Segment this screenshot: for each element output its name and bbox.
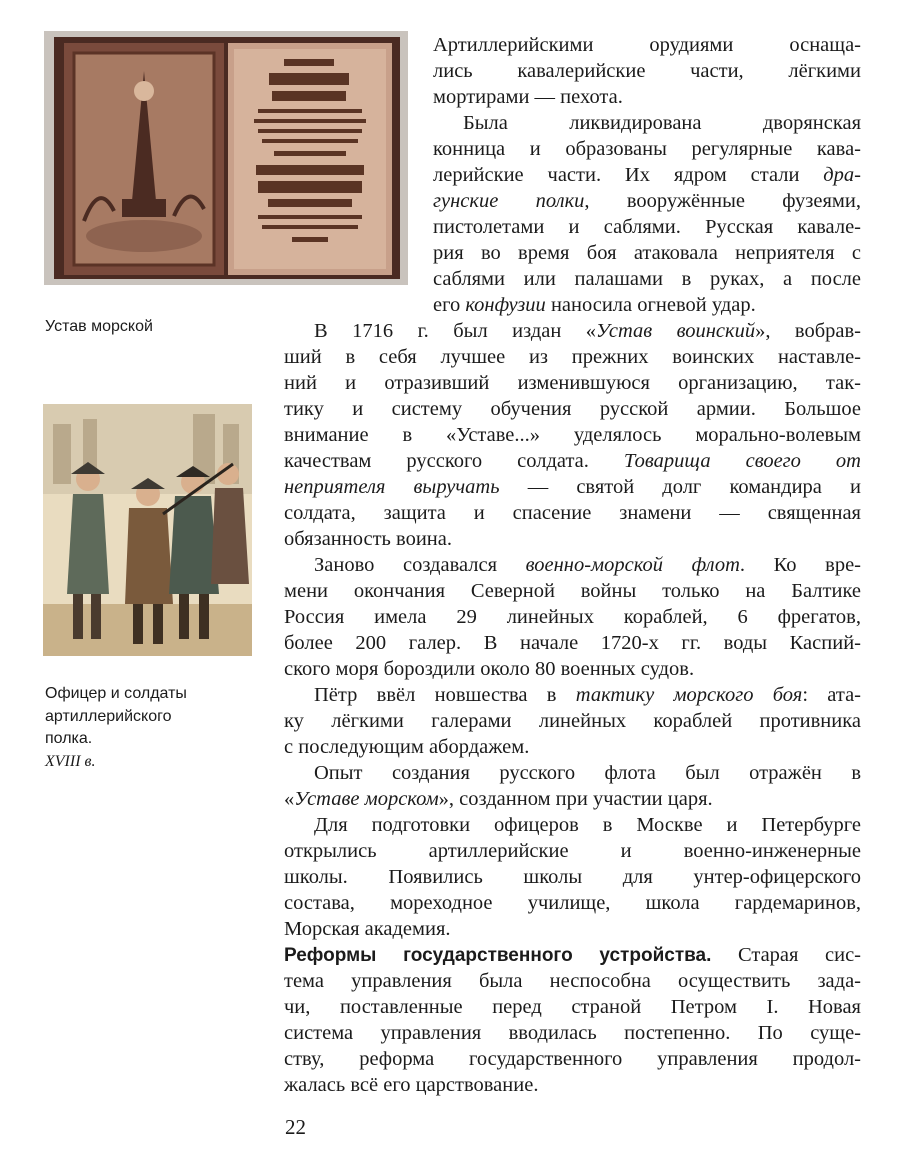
officer-caption-line: артиллерийского	[45, 707, 172, 725]
term-dragoon: дра-	[823, 164, 861, 186]
text-line: пистолетами и саблями. Русская кавале-	[433, 216, 861, 238]
officer-soldiers-image	[43, 404, 252, 656]
text-line: лись кавалерийские части, лёгкими	[433, 60, 861, 82]
text-line: открылись артиллерийские и военно-инженерные	[284, 840, 861, 862]
text-line: ний и отразивший изменившуюся организацию, так-	[284, 372, 861, 394]
text-line: состава, мореходное училище, школа гардемаринов,	[284, 892, 861, 914]
term-dragoon: гунские полки	[433, 190, 585, 212]
text-line: Опыт создания русского флота был отражён в	[314, 762, 861, 784]
text-line: Россия имела 29 линейных кораблей, 6 фрегатов,	[284, 606, 861, 628]
text-line: рия во время боя атаковала неприятеля с	[433, 242, 861, 264]
officer-illustration	[43, 404, 252, 656]
section-heading: Реформы государственного устройства.	[284, 945, 712, 966]
officer-caption-century: XVIII в.	[45, 752, 96, 770]
text-line: его конфузии наносила огневой удар.	[433, 294, 756, 316]
text-line: тику и систему обучения русской армии. Большое	[284, 398, 861, 420]
page-number: 22	[285, 1115, 306, 1139]
officer-caption	[45, 683, 187, 773]
text-line: неприятеля выручать — святой долг командира и	[284, 476, 861, 498]
text-line: жалась всё его царствование.	[284, 1074, 539, 1096]
text-line: более 200 галер. В начале 1720-х гг. воды Каспий-	[284, 632, 861, 654]
text-line: Артиллерийскими орудиями оснаща-	[433, 34, 861, 56]
text-line: гунские полки, вооружённые фузеями,	[433, 190, 861, 212]
text-line: чи, поставленные перед страной Петром I. Новая	[284, 996, 861, 1018]
quote-comrade: неприятеля выручать	[284, 476, 500, 498]
text-line: солдата, защита и спасение знамени — священная	[284, 502, 861, 524]
term-military-charter: Устав воинский	[596, 320, 756, 342]
text-line: Пётр ввёл новшества в тактику морского боя: ата-	[314, 684, 862, 706]
text-line: конница и образованы регулярные кава-	[433, 138, 861, 160]
text-line: ству, реформа государственного управления продол-	[284, 1048, 861, 1070]
text-line: Заново создавался военно-морской флот. Ко вре-	[314, 554, 862, 576]
text-line: Для подготовки офицеров в Москве и Петербурге	[314, 814, 861, 836]
text-line: Была ликвидирована дворянская	[463, 112, 861, 134]
text-line: Реформы государственного устройства. Старая сис-	[284, 944, 862, 966]
term-naval-tactics: тактику морского боя	[575, 684, 803, 706]
text-line: ского моря бороздили около 80 военных судов.	[284, 658, 695, 680]
text-line: саблями или палашами в руках, а после	[433, 268, 861, 290]
text-line: «Уставе морском», созданном при участии царя.	[284, 788, 713, 810]
text-line: школы. Появились школы для унтер-офицерского	[284, 866, 861, 888]
text-line: ку лёгкими галерами линейных кораблей противника	[284, 710, 861, 732]
book-image	[44, 31, 408, 285]
book-caption: Устав морской	[45, 318, 153, 335]
term-navy: военно-морской флот	[525, 554, 740, 576]
book-illustration	[44, 31, 408, 285]
text-line: ший в себя лучшее из прежних воинских наставле-	[284, 346, 861, 368]
text-line: тема управления была неспособна осуществить зада-	[284, 970, 861, 992]
text-line: лерийские части. Их ядром стали дра-	[433, 164, 861, 186]
quote-comrade: Товарища своего от	[623, 450, 861, 472]
officer-caption-line: Офицер и солдаты	[45, 685, 187, 702]
text-line: с последующим абордажем.	[284, 736, 530, 758]
text-line: обязанность воина.	[284, 528, 452, 550]
text-line: система управления вводилась постепенно. По суще-	[284, 1022, 861, 1044]
text-line: мени окончания Северной войны только на Балтике	[284, 580, 861, 602]
text-line: Морская академия.	[284, 918, 451, 940]
text-line: В 1716 г. был издан «Устав воинский», вобрав-	[314, 320, 862, 342]
officer-caption-line: полка.	[45, 730, 93, 747]
text-line: качествам русского солдата. Товарища своего от	[284, 450, 861, 472]
text-line: внимание в «Уставе...» уделялось морально-волевым	[284, 424, 861, 446]
term-confusion: конфузии	[465, 294, 546, 316]
term-naval-charter: Уставе морском	[294, 788, 439, 810]
text-line: мортирами — пехота.	[433, 86, 623, 108]
